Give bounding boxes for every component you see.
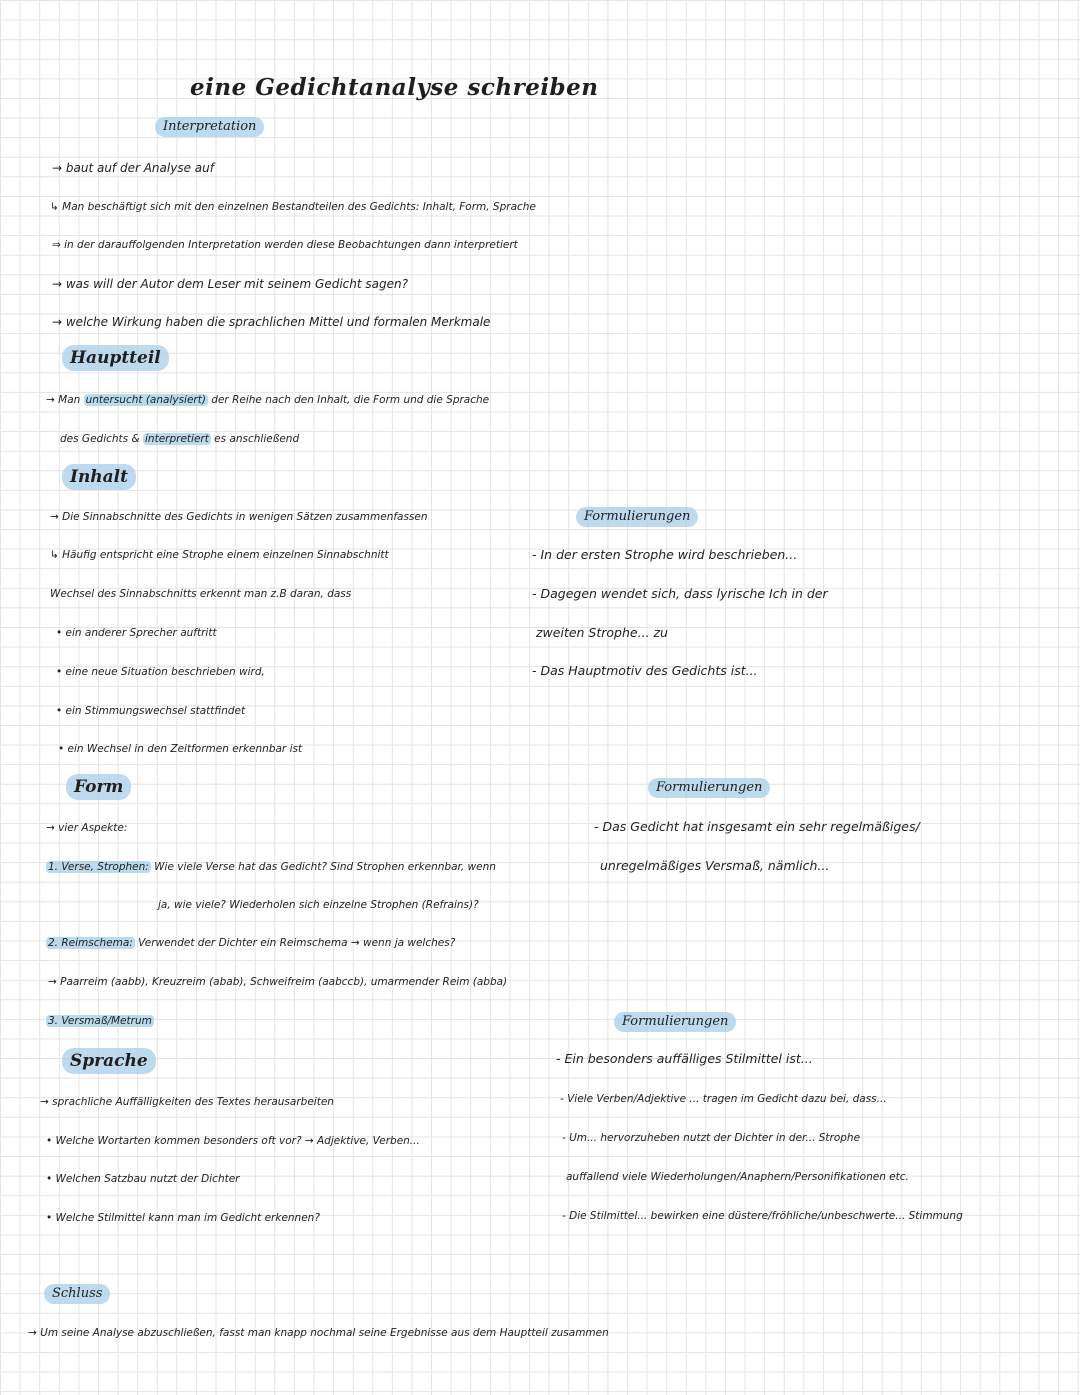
form-item-3-label: 3. Versmaß/Metrum [48,1015,152,1027]
hauptteil-line-1 [46,392,489,408]
formulierungen-3-line-5: - Die Stilmittel... bewirken eine düstere/fröhliche/unbeschwerte... Stimmung [562,1210,963,1222]
formulierungen-1-heading: Formulierungen [576,507,698,527]
sprache-line-1: → sprachliche Auffälligkeiten des Textes herausarbeiten [40,1096,334,1108]
formulierungen-3-heading: Formulierungen [614,1012,736,1032]
inhalt-bullet-3: • ein Stimmungswechsel stattfindet [56,705,246,717]
page-title: eine Gedichtanalyse schreiben [190,74,599,101]
interpretation-line-3: ⇒ in der darauffolgenden Interpretation werden diese Beobachtungen dann interpretiert [52,239,518,251]
hauptteil-line-1-rest: der Reihe nach den Inhalt, die Form und die Sprache [207,394,490,406]
sprache-line-2: • Welche Wortarten kommen besonders oft vor? → Adjektive, Verben... [46,1135,420,1147]
form-item-1-text: Wie viele Verse hat das Gedicht? Sind Strophen erkennbar, wenn [150,861,496,873]
inhalt-line-1: → Die Sinnabschnitte des Gedichts in wenigen Sätzen zusammenfassen [50,511,428,523]
hauptteil-line-2-prefix: des Gedichts & [60,433,143,445]
inhalt-bullet-4: • ein Wechsel in den Zeitformen erkennbar ist [58,743,303,755]
formulierungen-2-line-2: unregelmäßiges Versmaß, nämlich... [600,858,830,873]
hauptteil-line-2-highlight: interpretiert [145,433,209,445]
inhalt-bullet-1: • ein anderer Sprecher auftritt [56,627,217,639]
inhalt-bullet-2: • eine neue Situation beschrieben wird, [56,666,265,678]
formulierungen-3-line-3: - Um... hervorzuheben nutzt der Dichter in der... Strophe [562,1132,861,1144]
form-item-2 [46,935,455,951]
sprache-heading: Sprache [62,1048,156,1074]
formulierungen-1-line-3: zweiten Strophe... zu [536,625,668,640]
sprache-line-3: • Welchen Satzbau nutzt der Dichter [46,1173,240,1185]
inhalt-line-2: ↳ Häufig entspricht eine Strophe einem einzelnen Sinnabschnitt [50,549,389,561]
interpretation-line-2: ↳ Man beschäftigt sich mit den einzelnen Bestandteilen des Gedichts: Inhalt, Form, Sprache [50,201,536,213]
form-item-2-continued: → Paarreim (aabb), Kreuzreim (abab), Schweifreim (aabccb), umarmender Reim (abba) [48,976,508,988]
hauptteil-line-2 [60,431,299,447]
interpretation-line-4: → was will der Autor dem Leser mit seinem Gedicht sagen? [52,277,408,291]
formulierungen-3-line-1: - Ein besonders auffälliges Stilmittel ist... [556,1051,813,1066]
hauptteil-line-1-highlight: untersucht (analysiert) [85,394,206,406]
inhalt-heading: Inhalt [62,464,136,490]
form-item-1-continued: ja, wie viele? Wiederholen sich einzelne Strophen (Refrains)? [158,899,479,911]
form-item-2-text: Verwendet der Dichter ein Reimschema → wenn ja welches? [134,937,456,949]
formulierungen-3-line-4: auffallend viele Wiederholungen/Anaphern/Personifikationen etc. [566,1171,909,1183]
form-heading: Form [66,774,131,800]
hauptteil-line-2-rest: es anschließend [210,433,300,445]
inhalt-line-3: Wechsel des Sinnabschnitts erkennt man z.B daran, dass [50,588,352,600]
interpretation-line-1: → baut auf der Analyse auf [52,161,214,175]
form-item-1 [46,859,496,875]
formulierungen-1-line-1: - In der ersten Strophe wird beschrieben... [532,547,798,562]
formulierungen-1-line-2: - Dagegen wendet sich, dass lyrische Ich in der [532,586,828,601]
hauptteil-line-1-prefix: → Man [46,394,84,406]
interpretation-line-5: → welche Wirkung haben die sprachlichen Mittel und formalen Merkmale [52,315,491,329]
formulierungen-2-line-1: - Das Gedicht hat insgesamt ein sehr regelmäßiges/ [594,819,920,834]
formulierungen-3-line-2: - Viele Verben/Adjektive ... tragen im Gedicht dazu bei, dass... [560,1093,887,1105]
form-intro: → vier Aspekte: [46,822,128,834]
form-item-3 [46,1013,154,1029]
formulierungen-1-line-4: - Das Hauptmotiv des Gedichts ist... [532,663,758,678]
formulierungen-2-heading: Formulierungen [648,778,770,798]
sprache-line-4: • Welche Stilmittel kann man im Gedicht erkennen? [46,1212,320,1224]
schluss-heading: Schluss [44,1284,110,1304]
interpretation-heading: Interpretation [155,117,264,137]
form-item-1-label: 1. Verse, Strophen: [48,861,149,873]
form-item-2-label: 2. Reimschema: [48,937,133,949]
schluss-line: → Um seine Analyse abzuschließen, fasst man knapp nochmal seine Ergebnisse aus dem Hauptteil zusammen [28,1327,609,1339]
hauptteil-heading: Hauptteil [62,345,169,371]
